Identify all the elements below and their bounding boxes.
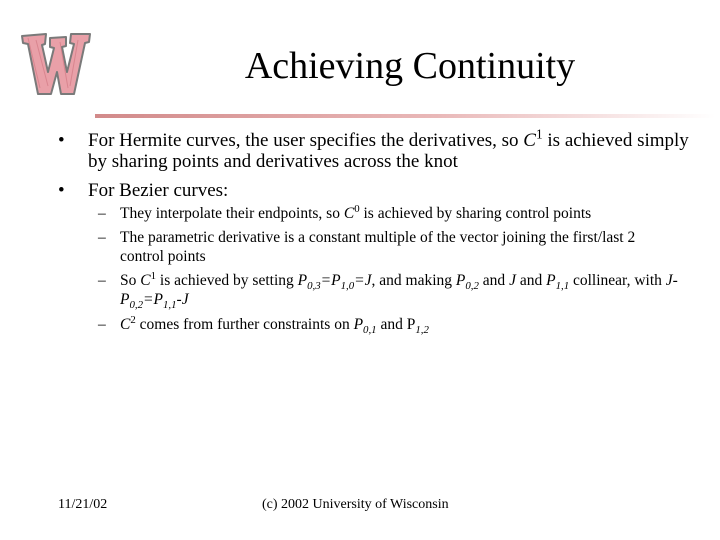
title-divider xyxy=(95,114,715,118)
subbullet-dash: – xyxy=(98,316,106,333)
footer-copyright: (c) 2002 University of Wisconsin xyxy=(262,497,449,512)
bullet-text: For Bezier curves: xyxy=(88,180,229,201)
bullet-dot: • xyxy=(58,130,65,151)
subbullet-dash: – xyxy=(98,272,106,289)
subbullet-dash: – xyxy=(98,205,106,222)
w-logo-icon xyxy=(20,28,92,100)
bullet-text: For Hermite curves, the user specifies the derivatives, so $C^1$ is achieved simply by sharing points and derivatives across the knot xyxy=(88,126,689,172)
subbullet-dash: – xyxy=(98,229,106,246)
footer-date: 11/21/02 xyxy=(58,497,108,512)
slide-title: Achieving Continuity xyxy=(244,45,576,87)
university-w-logo xyxy=(20,28,92,100)
bullet-dot: • xyxy=(58,180,65,201)
